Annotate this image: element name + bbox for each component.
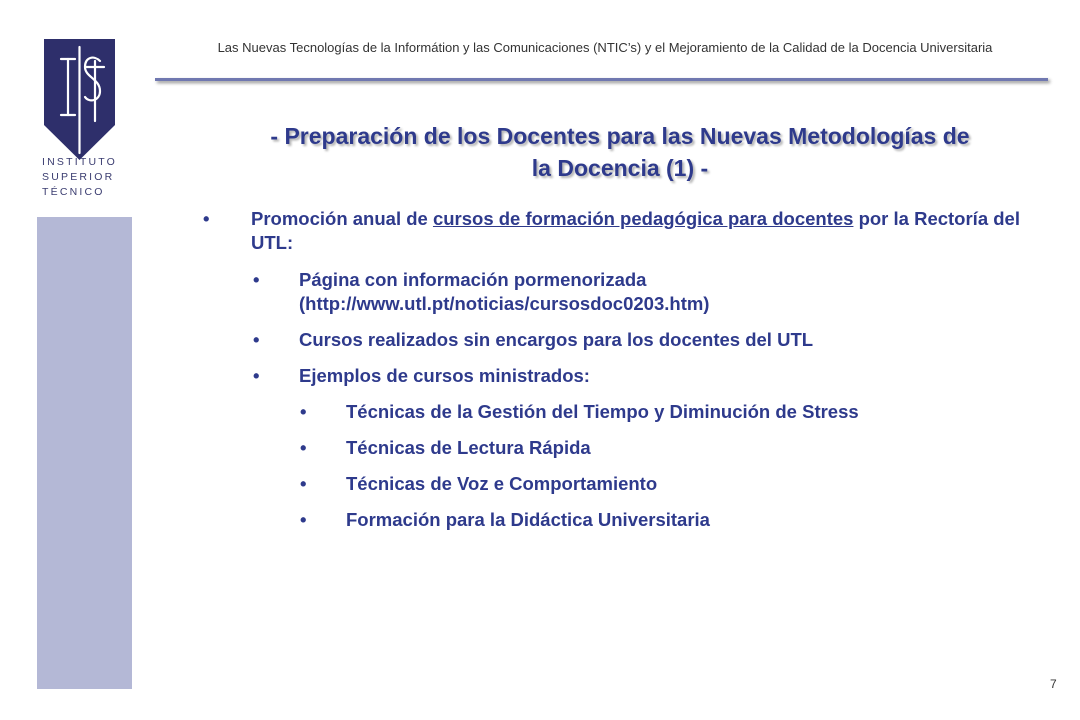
bullet-icon: • [300,437,307,458]
logo-line-3: TÉCNICO [42,186,105,198]
list-item-text: Formación para la Didáctica Universitaria [346,509,710,530]
slide-title-line-1: - Preparación de los Docentes para las Nuevas Metodologías de [270,123,970,149]
ist-shield-icon [42,37,117,162]
list-item-text-suffix: por la Rectoría del UTL: [251,208,1020,253]
slide-title [190,120,1050,184]
slide-title-line-2: la Docencia (1) - [531,155,709,181]
list-item-text-prefix: Promoción anual de [251,208,433,229]
page-number: 7 [1050,677,1057,691]
bullet-icon: • [253,269,260,290]
list-item-text: Técnicas de Voz e Comportamiento [346,473,658,494]
logo-wordmark [42,155,127,200]
bullet-icon: • [300,509,307,530]
list-item-text: Cursos realizados sin encargos para los docentes del UTL [299,329,814,350]
list-item [200,508,1050,532]
header-divider [155,78,1048,81]
header-text: Las Nuevas Tecnologías de la Informátion y las Comunicaciones (NTIC’s) y el Mejoramiento de la Calidad de la Docencia Universitaria [217,40,993,55]
list-item [200,328,1050,352]
list-item-text: Técnicas de la Gestión del Tiempo y Diminución de Stress [346,401,859,422]
bullet-icon: • [253,365,260,386]
bullet-list [200,207,1050,544]
list-item-text [251,207,1050,255]
bullet-icon: • [300,401,307,422]
list-item [200,436,1050,460]
list-item [200,364,1050,388]
bullet-icon: • [203,208,210,229]
list-item-text: Página con información pormenorizada (http://www.utl.pt/noticias/cursosdoc0203.htm) [299,269,710,314]
bullet-icon: • [300,473,307,494]
bullet-icon: • [253,329,260,350]
list-item [200,472,1050,496]
list-item-text: Ejemplos de cursos ministrados: [299,365,590,386]
logo-line-1: INSTITUTO [42,156,118,168]
list-item [200,268,1050,316]
logo-line-2: SUPERIOR [42,171,115,183]
logo [37,17,132,217]
courses-link[interactable]: cursos de formación pedagógica para docentes [432,208,854,229]
list-item-text: Técnicas de Lectura Rápida [346,437,591,458]
list-item [200,207,1050,255]
list-item [200,400,1050,424]
